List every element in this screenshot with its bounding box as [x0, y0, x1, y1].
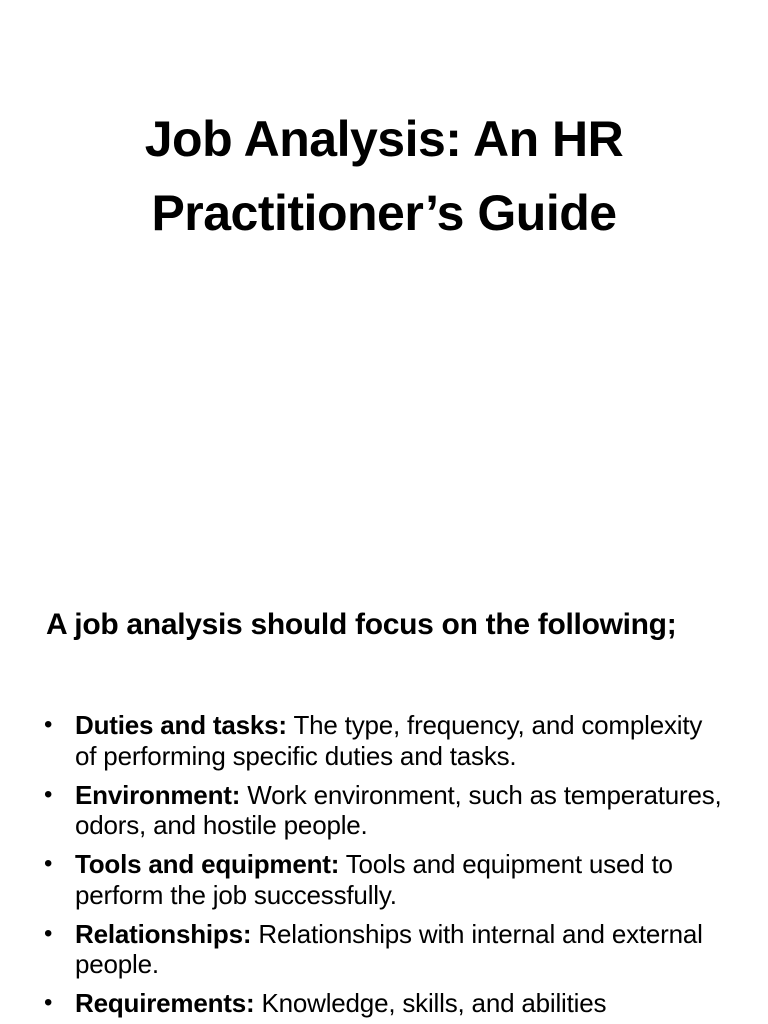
slide-title — [0, 102, 768, 250]
bullet-icon: • — [44, 780, 53, 808]
bullet-term: Environment: — [75, 779, 241, 810]
bullet-item-tools — [0, 849, 768, 910]
bullet-item-duties — [0, 710, 768, 771]
bullet-icon: • — [44, 919, 53, 947]
slide-title-line-2: Practitioner’s Guide — [151, 185, 617, 241]
bullet-list — [0, 710, 768, 1024]
bullet-item-relationships — [0, 919, 768, 980]
bullet-item-environment — [0, 780, 768, 841]
bullet-term: Tools and equipment: — [75, 849, 340, 879]
bullet-term: Duties and tasks: — [75, 710, 287, 740]
bullet-text: Knowledge, skills, and abilities — [254, 988, 607, 1018]
bullet-icon: • — [44, 850, 53, 877]
bullet-term: Requirements: — [75, 988, 255, 1018]
bullet-item-requirements — [0, 988, 768, 1019]
bullet-icon: • — [44, 989, 53, 1016]
bullet-text: Relationships with internal and external people. — [75, 918, 703, 979]
content-heading: A job analysis should focus on the following; — [46, 608, 677, 641]
bullet-text: The type, frequency, and complexity of performing specific duties and tasks. — [75, 710, 703, 771]
bullet-term: Relationships: — [75, 918, 252, 949]
bullet-text: Work environment, such as temperatures, odors, and hostile people. — [75, 779, 722, 840]
bullet-text: Tools and equipment used to perform the job successfully. — [75, 849, 673, 910]
bullet-icon: • — [44, 711, 53, 738]
content-slide — [0, 576, 768, 1024]
slide-title-line-1: Job Analysis: An HR — [144, 111, 624, 167]
